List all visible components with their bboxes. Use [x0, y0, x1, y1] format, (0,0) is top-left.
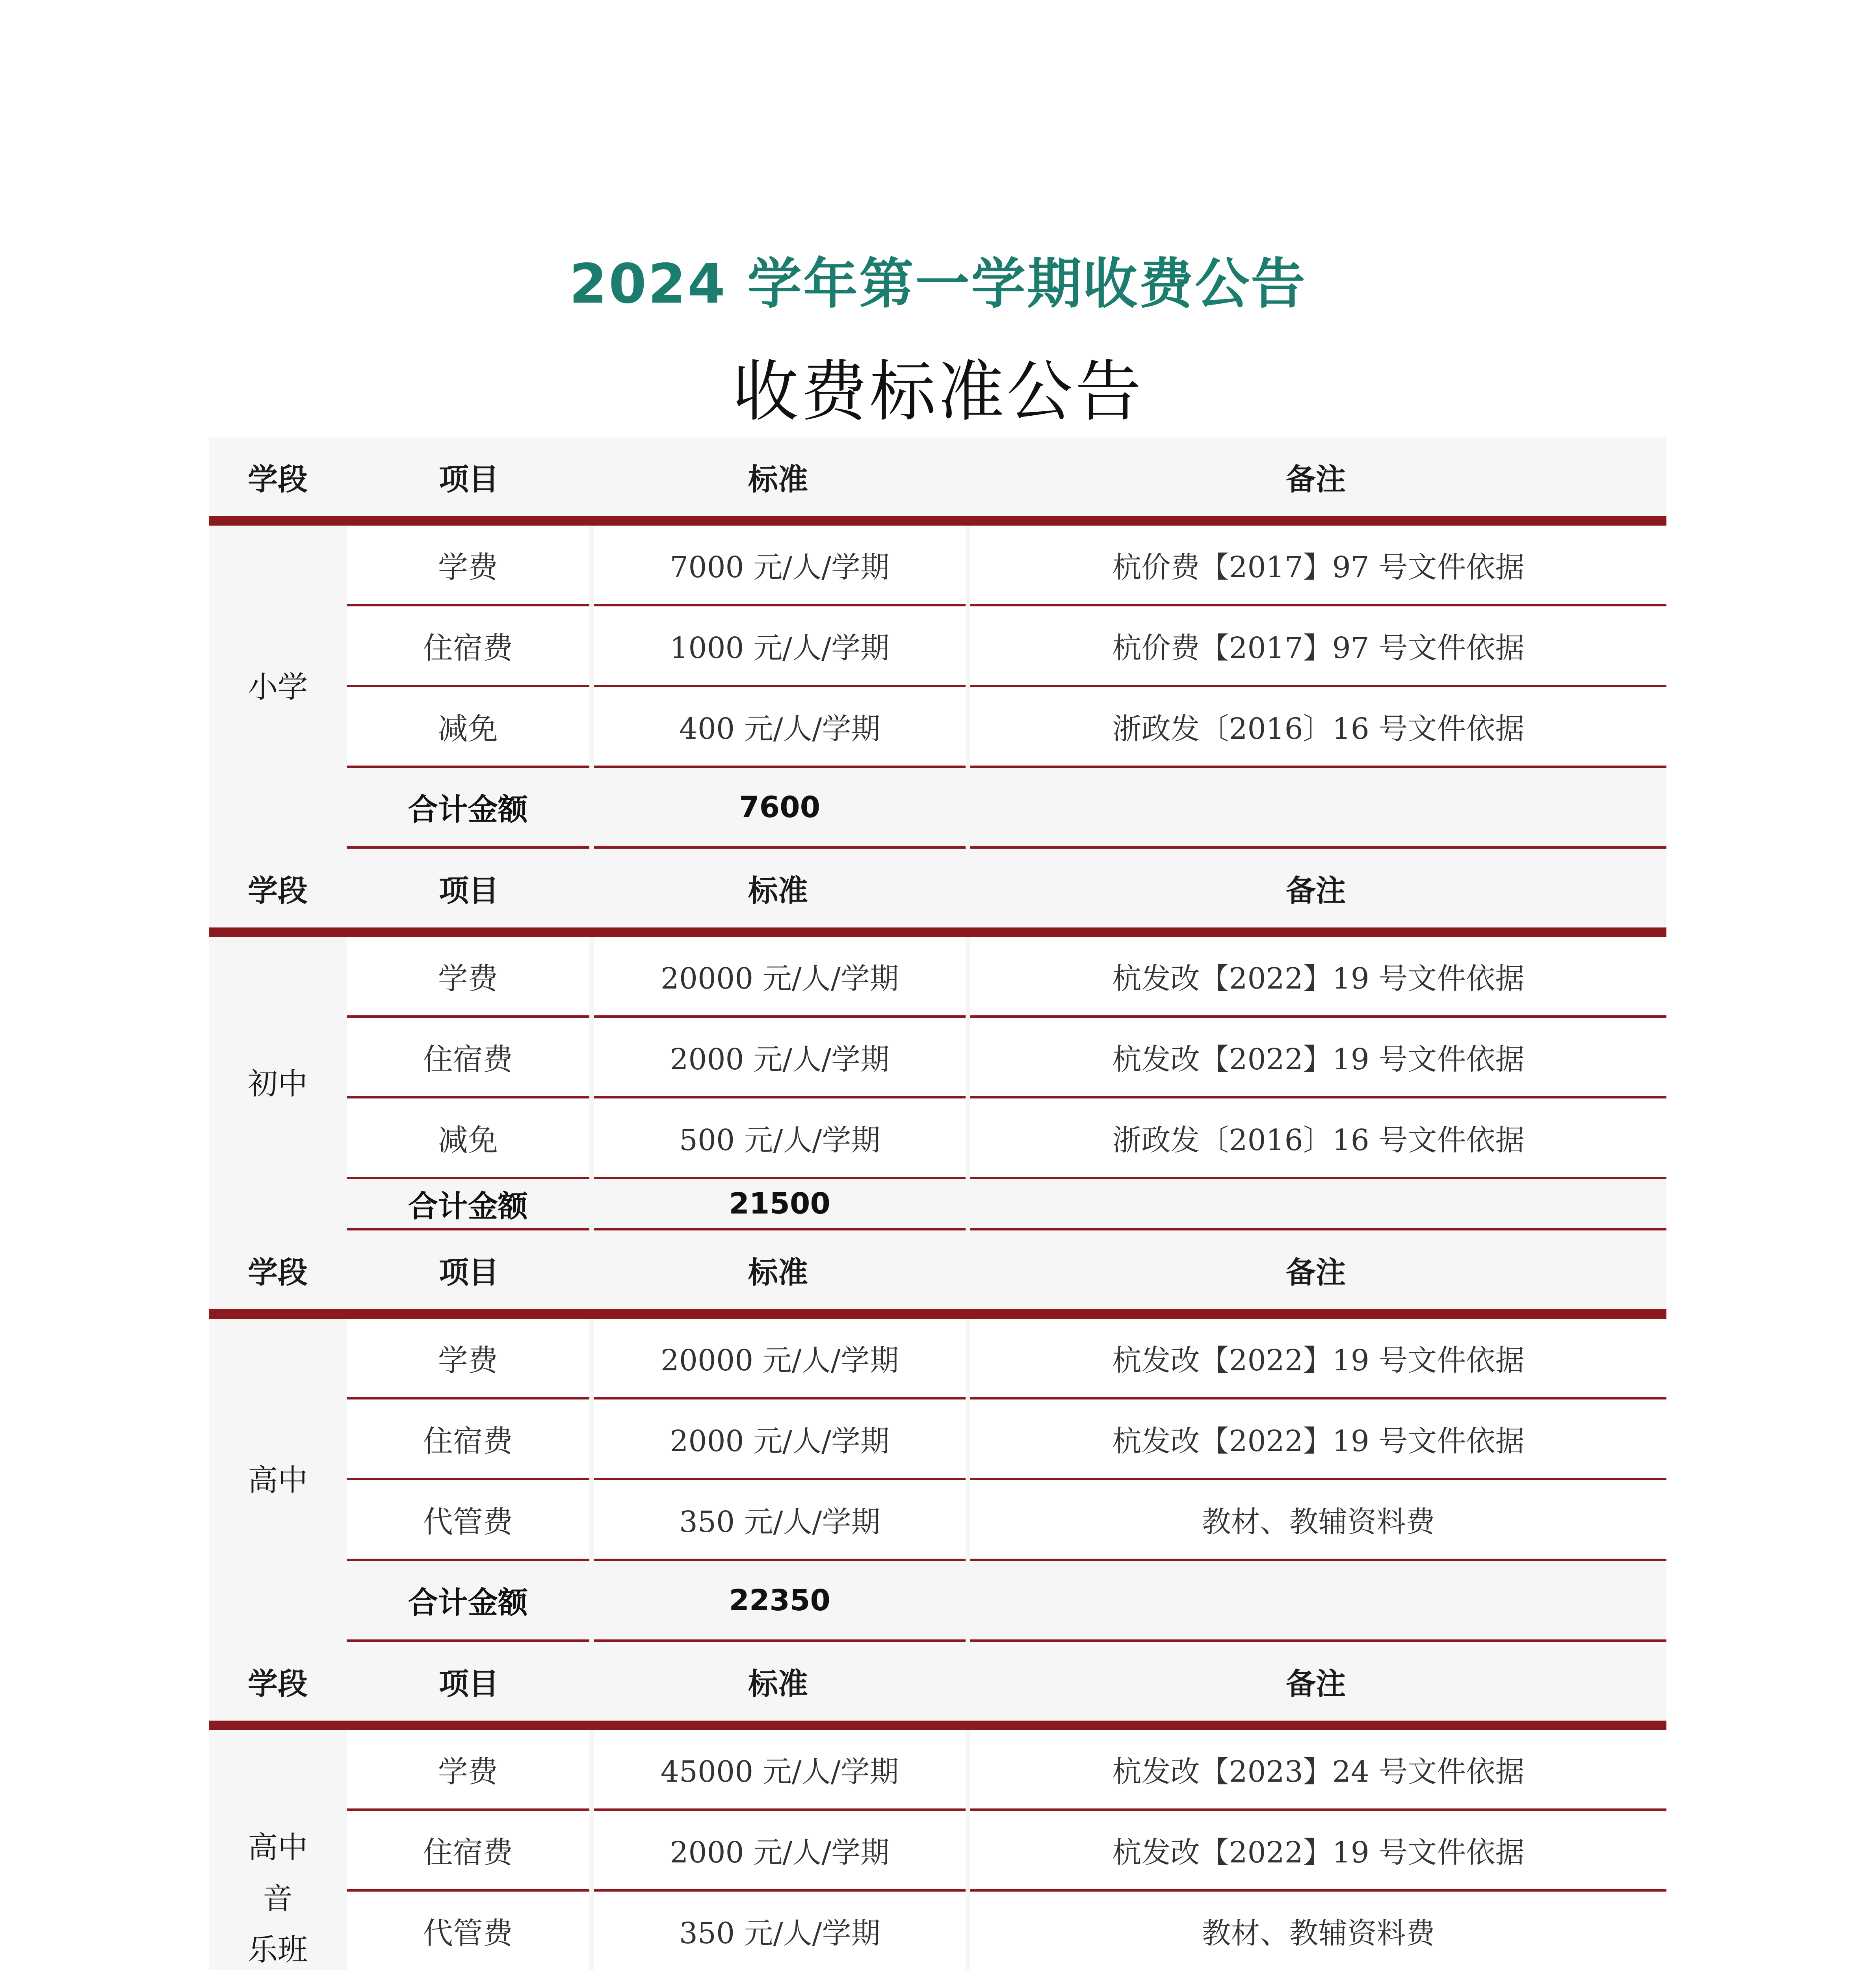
note-cell: 浙政发〔2016〕16 号文件依据 [970, 687, 1666, 768]
note-cell: 杭发改【2022】19 号文件依据 [970, 1319, 1666, 1399]
item-cell: 学费 [347, 1730, 589, 1811]
item-cell: 住宿费 [347, 1399, 589, 1480]
header-item: 项目 [439, 461, 499, 497]
item-cell: 学费 [347, 937, 589, 1018]
note-cell: 杭发改【2023】24 号文件依据 [970, 1730, 1666, 1811]
fee-table [209, 437, 1666, 1970]
standard-cell: 2000 元/人/学期 [594, 1018, 966, 1098]
note-cell: 杭发改【2022】19 号文件依据 [970, 1018, 1666, 1098]
standard-cell: 1000 元/人/学期 [594, 606, 966, 687]
table-row [347, 1399, 1666, 1480]
standard-cell: 7000 元/人/学期 [594, 526, 966, 606]
item-cell: 减免 [347, 687, 589, 768]
table-row [347, 1730, 1666, 1811]
header-item: 项目 [439, 1666, 499, 1701]
standard-cell: 350 元/人/学期 [594, 1480, 966, 1561]
standard-cell: 20000 元/人/学期 [594, 937, 966, 1018]
note-cell: 杭发改【2022】19 号文件依据 [970, 1811, 1666, 1892]
header-standard: 标准 [748, 1254, 808, 1290]
total-row [347, 1179, 1666, 1230]
table-row [347, 1811, 1666, 1892]
note-cell: 浙政发〔2016〕16 号文件依据 [970, 1098, 1666, 1179]
header-stage: 学段 [248, 461, 308, 497]
note-cell: 教材、教辅资料费 [970, 1892, 1666, 1970]
header-stage: 学段 [248, 873, 308, 908]
standard-cell: 350 元/人/学期 [594, 1892, 966, 1970]
note-cell: 杭发改【2022】19 号文件依据 [970, 937, 1666, 1018]
header-item: 项目 [439, 1254, 499, 1290]
total-note-cell [970, 1179, 1666, 1230]
item-cell: 住宿费 [347, 606, 589, 687]
table-row [347, 1319, 1666, 1399]
standard-cell: 400 元/人/学期 [594, 687, 966, 768]
section-senior-music [209, 1642, 1666, 1970]
table-row [347, 1480, 1666, 1561]
standard-cell: 20000 元/人/学期 [594, 1319, 966, 1399]
total-row [347, 1561, 1666, 1642]
table-header [209, 1642, 1666, 1730]
table-header [209, 437, 1666, 526]
standard-cell: 45000 元/人/学期 [594, 1730, 966, 1811]
notice-title: 2024 学年第一学期收费公告 [569, 252, 1307, 316]
stage-label [209, 1730, 347, 1970]
item-cell: 学费 [347, 526, 589, 606]
stage-label: 小学 [248, 669, 308, 704]
total-label: 合计金额 [347, 768, 589, 849]
section-senior [209, 1230, 1666, 1642]
stage-label: 高中 [248, 1463, 308, 1498]
standard-cell: 2000 元/人/学期 [594, 1811, 966, 1892]
notice-subtitle: 收费标准公告 [732, 353, 1144, 430]
table-row [347, 526, 1666, 606]
stage-label-line: 乐班 [248, 1932, 308, 1967]
table-row [347, 1018, 1666, 1098]
total-label: 合计金额 [347, 1561, 589, 1642]
total-note-cell [970, 1561, 1666, 1642]
header-note: 备注 [1286, 461, 1346, 497]
total-note-cell [970, 768, 1666, 849]
stage-label-line: 高中音 [248, 1829, 308, 1916]
note-cell: 杭价费【2017】97 号文件依据 [970, 606, 1666, 687]
total-value: 21500 [594, 1179, 966, 1230]
header-stage: 学段 [248, 1254, 308, 1290]
note-cell: 杭发改【2022】19 号文件依据 [970, 1399, 1666, 1480]
total-value: 22350 [594, 1561, 966, 1642]
header-item: 项目 [439, 873, 499, 908]
item-cell: 住宿费 [347, 1811, 589, 1892]
item-cell: 代管费 [347, 1892, 589, 1970]
standard-cell: 500 元/人/学期 [594, 1098, 966, 1179]
table-header [209, 1230, 1666, 1319]
table-row [347, 687, 1666, 768]
table-row [347, 606, 1666, 687]
table-row [347, 937, 1666, 1018]
table-row [347, 1892, 1666, 1970]
item-cell: 代管费 [347, 1480, 589, 1561]
header-stage: 学段 [248, 1666, 308, 1701]
total-value: 7600 [594, 768, 966, 849]
standard-cell: 2000 元/人/学期 [594, 1399, 966, 1480]
total-row [347, 768, 1666, 849]
section-primary [209, 437, 1666, 849]
table-row [347, 1098, 1666, 1179]
header-note: 备注 [1286, 1666, 1346, 1701]
header-note: 备注 [1286, 873, 1346, 908]
header-standard: 标准 [748, 873, 808, 908]
header-note: 备注 [1286, 1254, 1346, 1290]
item-cell: 学费 [347, 1319, 589, 1399]
section-junior [209, 849, 1666, 1230]
table-header [209, 849, 1666, 937]
header-standard: 标准 [748, 461, 808, 497]
item-cell: 减免 [347, 1098, 589, 1179]
note-cell: 杭价费【2017】97 号文件依据 [970, 526, 1666, 606]
item-cell: 住宿费 [347, 1018, 589, 1098]
stage-label: 初中 [248, 1066, 308, 1101]
total-label: 合计金额 [347, 1179, 589, 1230]
header-standard: 标准 [748, 1666, 808, 1701]
note-cell: 教材、教辅资料费 [970, 1480, 1666, 1561]
